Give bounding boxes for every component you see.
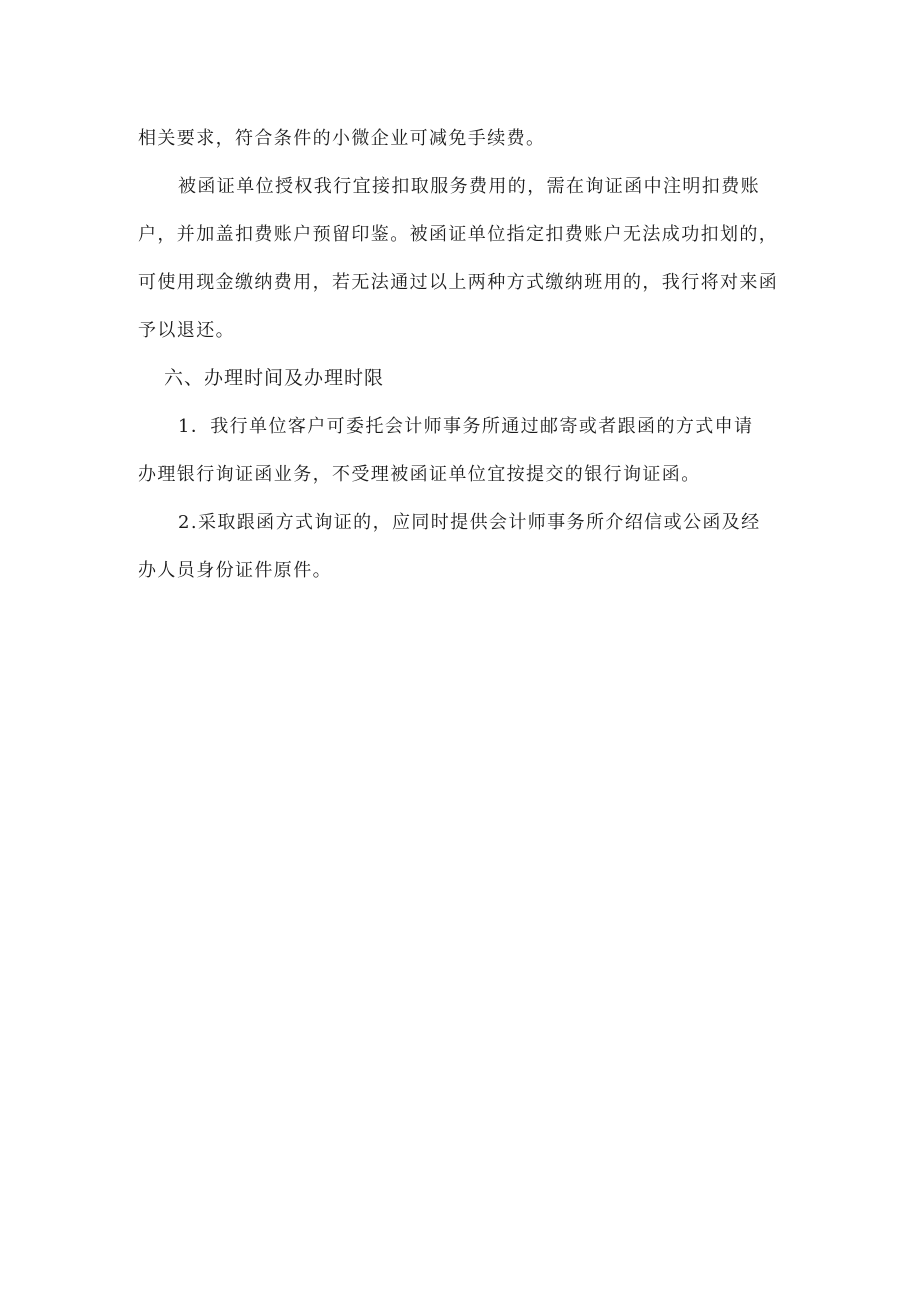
text-line: 2.采取跟函方式询证的，应同时提供会计师事务所介绍信或公函及经 [178,512,761,533]
text-line: 1．我行单位客户可委托会计师事务所通过邮寄或者跟函的方式申请 [178,416,754,437]
text-line: 予以退还。 [138,320,235,341]
section-heading: 六、办理时间及办理时限 [164,367,385,389]
text-line: 办人员身份证件原件。 [138,560,332,581]
paragraph-fee-waiver [138,120,790,157]
text-line: 办理银行询证函业务，不受理被函证单位宜按提交的银行询证函。 [138,464,701,485]
text-line: 被函证单位授权我行宜接扣取服务费用的，需在询证函中注明扣费账 [178,176,760,197]
paragraph-fee-deduction [138,168,790,349]
text-line: 相关要求，符合条件的小微企业可减免手续费。 [138,128,546,149]
list-item-1 [138,408,790,493]
text-line: 户，并加盖扣费账户预留印鉴。被函证单位指定扣费账户无法成功扣划的， [138,224,779,245]
list-item-2 [138,504,790,589]
document-body [138,120,790,589]
text-line: 可使用现金缴纳费用，若无法通过以上两种方式缴纳班用的，我行将对来函 [138,272,779,293]
